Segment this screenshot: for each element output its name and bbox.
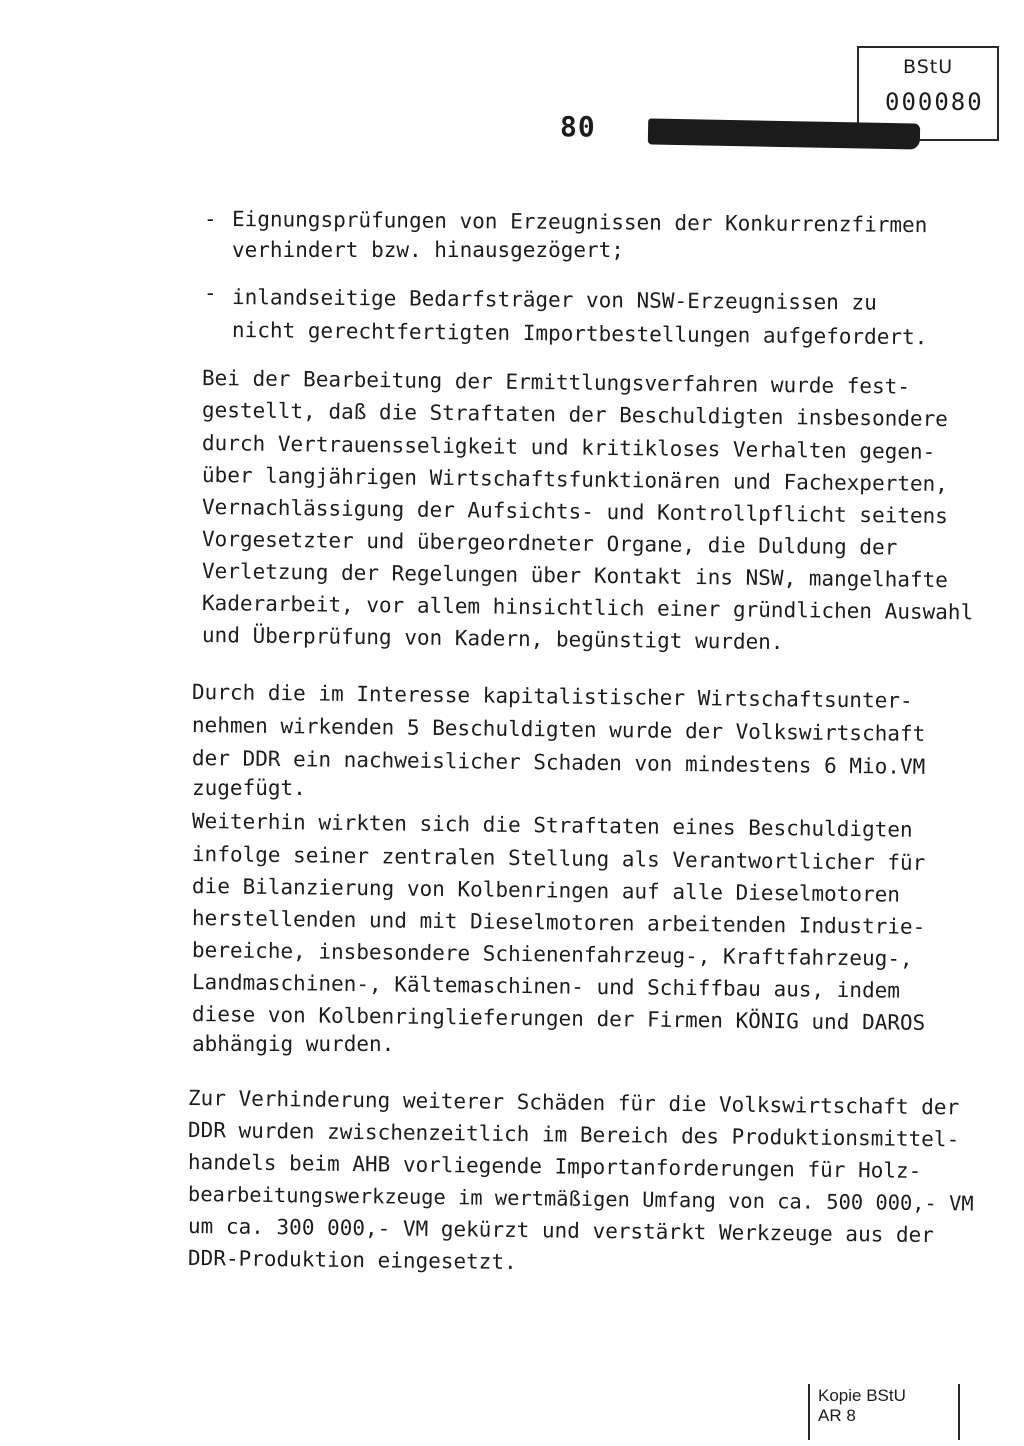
bullet-item xyxy=(204,276,928,350)
text-line: die Bilanzierung von Kolbenringen auf alle Dieselmotoren xyxy=(191,874,901,907)
text-line: und Überprüfung von Kadern, begünstigt wurden. xyxy=(201,623,784,655)
page-number: 80 xyxy=(560,110,596,143)
bullet-dash: - xyxy=(204,207,217,231)
stamp-number: 000080 xyxy=(885,88,984,116)
text-line: Vorgesetzter und übergeordneter Organe, die Duldung der xyxy=(201,527,898,560)
redaction-bar xyxy=(648,118,920,149)
paragraph xyxy=(202,366,972,656)
text-line: infolge seiner zentralen Stellung als Verantwortlicher für xyxy=(191,842,926,875)
paragraph xyxy=(192,680,972,1060)
text-line: Kaderarbeit, vor allem hinsichtlich einer gründlichen Auswahl xyxy=(201,591,974,625)
text-line: DDR wurden zwischenzeitlich im Bereich des Produktionsmittel- xyxy=(187,1118,960,1152)
text-line: Weiterhin wirkten sich die Straftaten eines Beschuldigten xyxy=(191,809,913,842)
text-line: verhindert bzw. hinausgezögert; xyxy=(232,238,624,262)
paragraph xyxy=(188,1086,988,1286)
text-line: Eignungsprüfungen von Erzeugnissen der Konkurrenzfirmen xyxy=(231,207,928,238)
copy-stamp-line: AR 8 xyxy=(818,1406,856,1425)
text-line: herstellenden und mit Dieselmotoren arbeitenden Industrie- xyxy=(191,906,926,939)
text-line: zugefügt. xyxy=(192,776,306,800)
text-line: handels beim AHB vorliegende Importanforderungen für Holz- xyxy=(187,1150,922,1183)
text-line: Bei der Bearbeitung der Ermittlungsverfahren wurde fest- xyxy=(201,366,911,399)
text-line: gestellt, daß die Straftaten der Beschuldigten insbesondere xyxy=(201,398,949,432)
text-line: durch Vertrauensseligkeit und kritikloses Verhalten gegen- xyxy=(201,431,936,464)
text-line: nehmen wirkenden 5 Beschuldigten wurde der Volkswirtschaft xyxy=(191,713,926,746)
text-line: nicht gerechtfertigten Importbestellungen aufgefordert. xyxy=(231,318,928,350)
copy-stamp xyxy=(808,1384,960,1440)
text-line: der DDR ein nachweislicher Schaden von mindestens 6 Mio.VM xyxy=(191,746,926,779)
text-line: Vernachlässigung der Aufsichts- und Kontrollpflicht seitens xyxy=(201,495,949,529)
text-line: Durch die im Interesse kapitalistischer Wirtschaftsunter- xyxy=(191,680,913,713)
text-line: über langjährigen Wirtschaftsfunktionären und Fachexperten, xyxy=(201,463,949,497)
text-line: inlandseitige Bedarfsträger von NSW-Erzeugnissen zu xyxy=(231,285,877,315)
copy-stamp-line: Kopie BStU xyxy=(818,1386,906,1405)
text-line: abhängig wurden. xyxy=(192,1032,395,1056)
bullet-dash: - xyxy=(204,281,217,305)
text-line: Zur Verhinderung weiterer Schäden für die Volkswirtschaft der xyxy=(187,1086,960,1120)
stamp-label: BStU xyxy=(903,56,954,78)
text-line: bearbeitungswerkzeuge im wertmäßigen Umfang von ca. 500 000,- VM xyxy=(187,1182,974,1216)
text-line: Landmaschinen-, Kältemaschinen- und Schiffbau aus, indem xyxy=(191,970,901,1003)
text-line: Verletzung der Regelungen über Kontakt ins NSW, mangelhafte xyxy=(201,559,949,593)
text-line: DDR-Produktion eingesetzt. xyxy=(187,1246,517,1275)
text-line: bereiche, insbesondere Schienenfahrzeug-, Kraftfahrzeug-, xyxy=(191,938,913,971)
text-line: diese von Kolbenringlieferungen der Firmen KÖNIG und DAROS xyxy=(191,1002,926,1035)
text-line: um ca. 300 000,- VM gekürzt und verstärkt Werkzeuge aus der xyxy=(187,1214,935,1248)
bullet-item xyxy=(204,202,928,272)
